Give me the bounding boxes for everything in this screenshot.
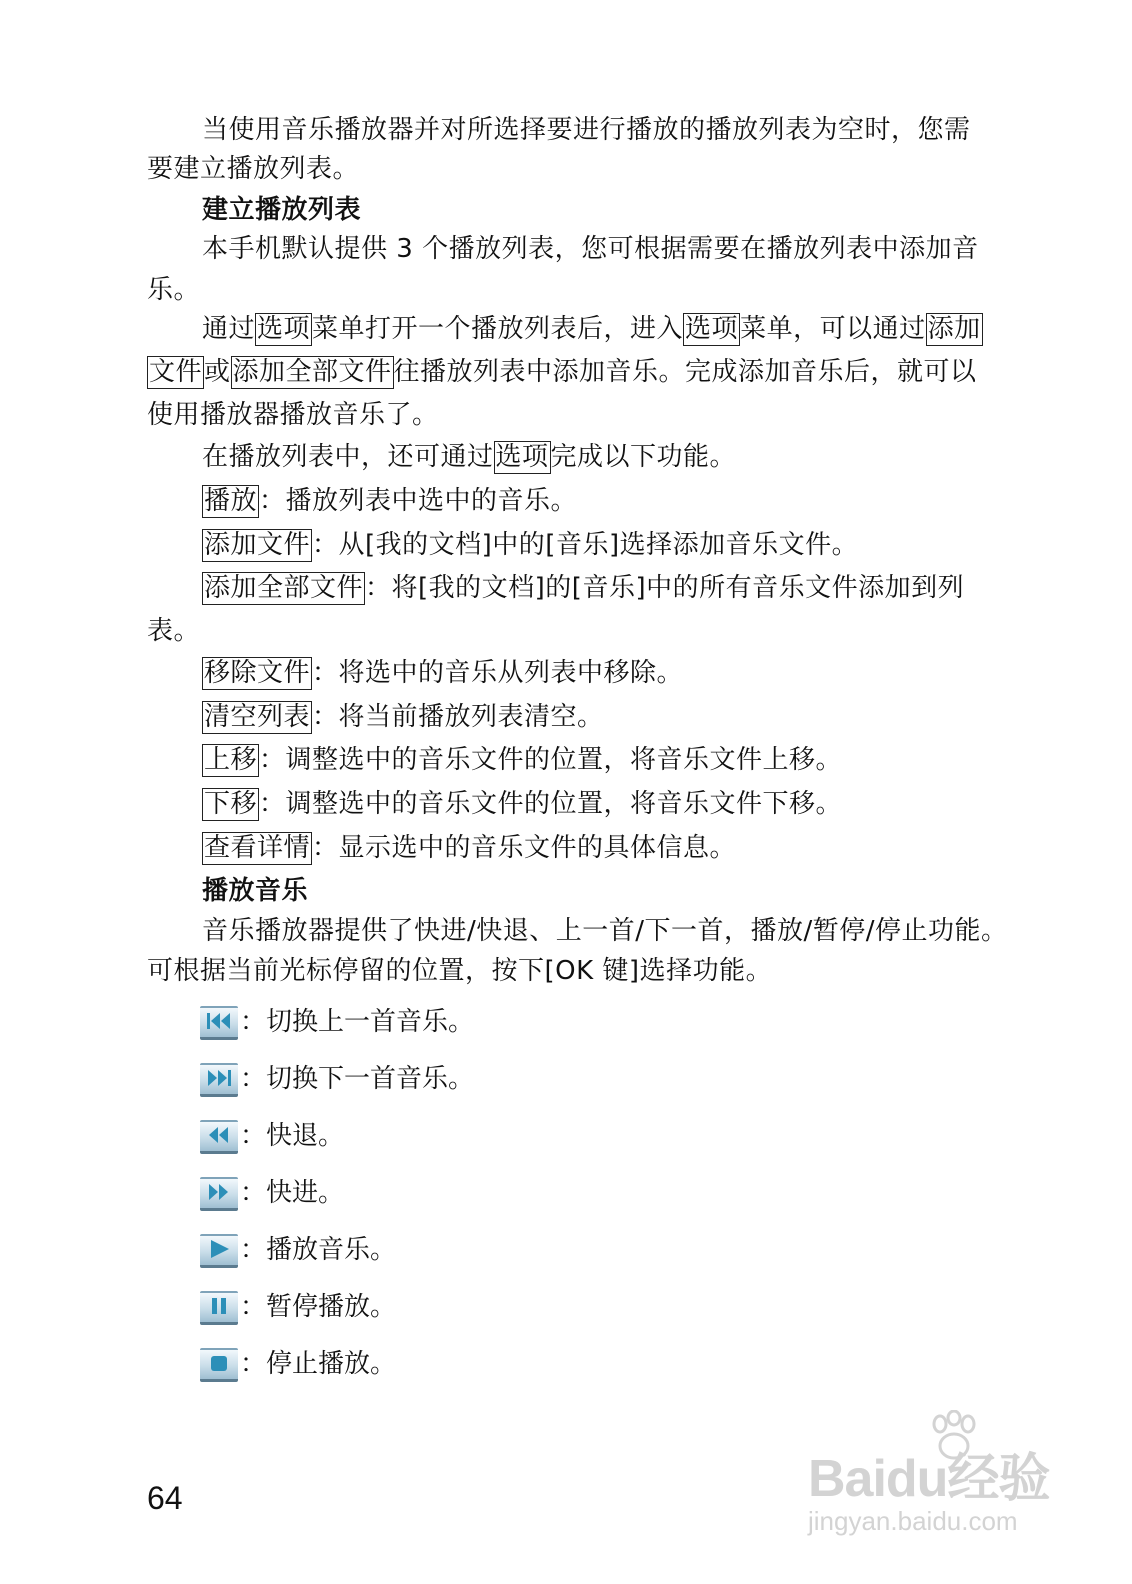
text: 菜单，可以通过 <box>740 314 926 344</box>
text: 往播放列表中添加音乐。完成添加音乐后，就可以 <box>393 357 977 387</box>
paragraph-default-playlists-1: 本手机默认提供 3 个播放列表，您可根据需要在播放列表中添加音 <box>202 234 979 264</box>
watermark-brand: Baidu经验 <box>808 1450 1050 1508</box>
section-heading-play-music: 播放音乐 <box>202 876 309 906</box>
paragraph-default-playlists-2: 乐。 <box>147 275 201 305</box>
function-item-play <box>202 483 1017 519</box>
control-item-previous <box>200 998 474 1040</box>
paragraph-add-music-3: 使用播放器播放音乐了。 <box>147 400 439 430</box>
control-item-next <box>200 1055 474 1097</box>
function-desc: ：播放列表中选中的音乐。 <box>259 486 578 516</box>
function-term: 查看详情 <box>204 833 311 863</box>
control-item-stop <box>200 1340 396 1382</box>
function-desc: ：调整选中的音乐文件的位置，将音乐文件上移。 <box>259 745 843 775</box>
menu-term-options: 选项 <box>685 314 739 344</box>
paragraph-add-music-2 <box>147 354 1017 390</box>
rewind-icon <box>200 1120 238 1154</box>
menu-term-add-file-end: 文件 <box>149 357 203 387</box>
watermark-url: jingyan.baidu.com <box>808 1506 1018 1536</box>
control-desc: ：快进。 <box>240 1178 345 1208</box>
function-item-clear-list <box>202 699 1017 735</box>
watermark <box>808 1410 1058 1550</box>
intro-line-2: 要建立播放列表。 <box>147 154 360 184</box>
play-icon <box>200 1234 238 1268</box>
intro-line-1: 当使用音乐播放器并对所选择要进行播放的播放列表为空时，您需 <box>202 115 971 145</box>
control-desc: ：切换上一首音乐。 <box>240 1007 475 1037</box>
function-desc: ：调整选中的音乐文件的位置，将音乐文件下移。 <box>259 789 843 819</box>
function-item-add-file <box>202 527 1017 563</box>
fast-forward-icon <box>200 1177 238 1211</box>
function-item-move-down <box>202 786 1017 822</box>
control-desc: ：快退。 <box>240 1121 345 1151</box>
control-desc: ：切换下一首音乐。 <box>240 1064 475 1094</box>
text: 菜单打开一个播放列表后，进入 <box>312 314 684 344</box>
function-term: 上移 <box>204 745 258 775</box>
paragraph-player-features-2: 可根据当前光标停留的位置，按下[OK 键]选择功能。 <box>147 956 773 986</box>
control-item-pause <box>200 1283 396 1325</box>
function-term: 下移 <box>204 789 258 819</box>
function-term: 添加全部文件 <box>204 573 364 603</box>
next-track-icon <box>200 1063 238 1097</box>
menu-term-options: 选项 <box>257 314 311 344</box>
menu-term-add-file-start: 添加 <box>927 314 981 344</box>
section-heading-create-playlist: 建立播放列表 <box>202 195 362 225</box>
pause-icon <box>200 1291 238 1325</box>
function-item-move-up <box>202 742 1017 778</box>
control-desc: ：停止播放。 <box>240 1349 397 1379</box>
function-item-view-details <box>202 830 1017 866</box>
control-item-fast-forward <box>200 1169 344 1211</box>
page-number: 64 <box>147 1480 183 1516</box>
previous-track-icon <box>200 1006 238 1040</box>
menu-term-add-all-files: 添加全部文件 <box>232 357 392 387</box>
text: 通过 <box>202 314 256 344</box>
function-desc: ：将选中的音乐从列表中移除。 <box>312 658 684 688</box>
text: 在播放列表中，还可通过 <box>202 442 494 472</box>
menu-term-options: 选项 <box>495 442 549 472</box>
function-item-add-all-files-cont: 表。 <box>147 616 201 646</box>
paragraph-functions-intro <box>202 439 1017 475</box>
paragraph-player-features-1: 音乐播放器提供了快进/快退、上一首/下一首，播放/暂停/停止功能。 <box>202 916 1008 946</box>
function-item-remove-file <box>202 655 1017 691</box>
control-desc: ：暂停播放。 <box>240 1292 397 1322</box>
control-desc: ：播放音乐。 <box>240 1235 397 1265</box>
function-desc: ：从[我的文档]中的[音乐]选择添加音乐文件。 <box>312 530 859 560</box>
function-term: 清空列表 <box>204 702 311 732</box>
control-item-play <box>200 1226 396 1268</box>
function-item-add-all-files <box>202 570 1017 606</box>
function-term: 添加文件 <box>204 530 311 560</box>
function-desc: ：将[我的文档]的[音乐]中的所有音乐文件添加到列 <box>365 573 965 603</box>
function-desc: ：将当前播放列表清空。 <box>312 702 604 732</box>
text: 完成以下功能。 <box>550 442 737 472</box>
function-desc: ：显示选中的音乐文件的具体信息。 <box>312 833 737 863</box>
paragraph-add-music-1 <box>202 311 1017 347</box>
function-term: 移除文件 <box>204 658 311 688</box>
stop-icon <box>200 1348 238 1382</box>
text: 或 <box>204 357 231 387</box>
control-item-rewind <box>200 1112 344 1154</box>
function-term: 播放 <box>204 486 258 516</box>
